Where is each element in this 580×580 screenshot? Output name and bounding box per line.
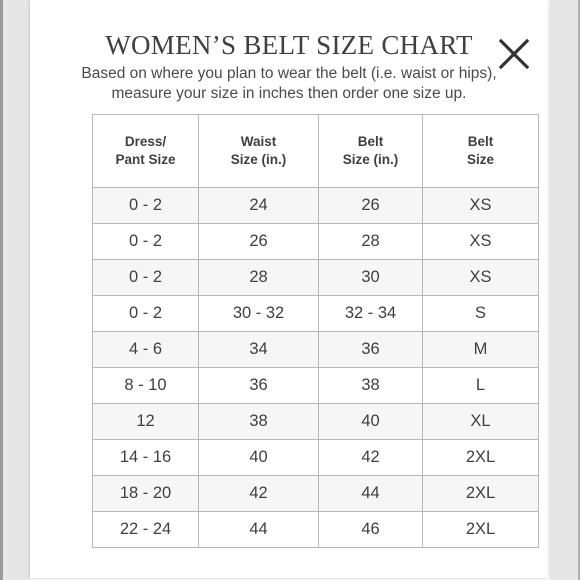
cell-belt-size-in: 26 bbox=[319, 188, 423, 224]
table-header-row bbox=[93, 115, 539, 188]
cell-belt-size: XS bbox=[423, 260, 539, 296]
cell-belt-size: S bbox=[423, 296, 539, 332]
header-line: Belt bbox=[357, 134, 384, 149]
cell-waist-size: 34 bbox=[199, 332, 319, 368]
header-line: Belt bbox=[467, 134, 494, 149]
cell-dress-size: 14 - 16 bbox=[93, 440, 199, 476]
cell-dress-size: 18 - 20 bbox=[93, 476, 199, 512]
cell-waist-size: 28 bbox=[199, 260, 319, 296]
table-row bbox=[93, 368, 539, 404]
cell-belt-size: XS bbox=[423, 224, 539, 260]
header-belt-size bbox=[423, 115, 539, 188]
table-row bbox=[93, 332, 539, 368]
cell-waist-size: 24 bbox=[199, 188, 319, 224]
cell-belt-size: L bbox=[423, 368, 539, 404]
cell-dress-size: 0 - 2 bbox=[93, 296, 199, 332]
modal-title: WOMEN’S BELT SIZE CHART bbox=[105, 30, 473, 60]
table-row bbox=[93, 224, 539, 260]
modal-instructions bbox=[30, 64, 548, 104]
cell-dress-size: 8 - 10 bbox=[93, 368, 199, 404]
header-line: Dress/ bbox=[124, 134, 167, 149]
table-row bbox=[93, 188, 539, 224]
belt-size-table bbox=[92, 114, 539, 548]
cell-dress-size: 12 bbox=[93, 404, 199, 440]
cell-belt-size-in: 44 bbox=[319, 476, 423, 512]
cell-belt-size: XS bbox=[423, 188, 539, 224]
table-row bbox=[93, 404, 539, 440]
header-line: Pant Size bbox=[115, 152, 176, 167]
cell-belt-size-in: 28 bbox=[319, 224, 423, 260]
page-backdrop-right bbox=[550, 0, 580, 580]
cell-waist-size: 36 bbox=[199, 368, 319, 404]
header-line: Size (in.) bbox=[230, 152, 287, 167]
cell-dress-size: 22 - 24 bbox=[93, 512, 199, 548]
header-waist-size bbox=[199, 115, 319, 188]
header-dress-pant-size bbox=[93, 115, 199, 188]
cell-belt-size-in: 42 bbox=[319, 440, 423, 476]
header-line: Waist bbox=[240, 134, 277, 149]
cell-waist-size: 40 bbox=[199, 440, 319, 476]
cell-waist-size: 30 - 32 bbox=[199, 296, 319, 332]
cell-dress-size: 0 - 2 bbox=[93, 224, 199, 260]
cell-belt-size: 2XL bbox=[423, 476, 539, 512]
cell-belt-size-in: 32 - 34 bbox=[319, 296, 423, 332]
header-line: Size (in.) bbox=[342, 152, 399, 167]
instructions-line-2: measure your size in inches then order one size up. bbox=[111, 85, 467, 102]
table-row bbox=[93, 296, 539, 332]
cell-belt-size: 2XL bbox=[423, 512, 539, 548]
cell-belt-size-in: 46 bbox=[319, 512, 423, 548]
cell-waist-size: 42 bbox=[199, 476, 319, 512]
cell-belt-size-in: 30 bbox=[319, 260, 423, 296]
header-line: Size bbox=[466, 152, 494, 167]
cell-belt-size-in: 36 bbox=[319, 332, 423, 368]
cell-dress-size: 0 - 2 bbox=[93, 260, 199, 296]
page-backdrop-left bbox=[0, 0, 30, 580]
cell-belt-size-in: 40 bbox=[319, 404, 423, 440]
backdrop-edge bbox=[0, 0, 3, 580]
cell-belt-size: M bbox=[423, 332, 539, 368]
cell-waist-size: 44 bbox=[199, 512, 319, 548]
instructions-line-1: Based on where you plan to wear the belt (i.e. waist or hips), bbox=[81, 65, 497, 82]
cell-belt-size-in: 38 bbox=[319, 368, 423, 404]
size-chart-modal bbox=[30, 0, 548, 578]
table-row bbox=[93, 440, 539, 476]
cell-belt-size: XL bbox=[423, 404, 539, 440]
cell-waist-size: 38 bbox=[199, 404, 319, 440]
cell-dress-size: 0 - 2 bbox=[93, 188, 199, 224]
table-row bbox=[93, 476, 539, 512]
cell-dress-size: 4 - 6 bbox=[93, 332, 199, 368]
cell-belt-size: 2XL bbox=[423, 440, 539, 476]
cell-waist-size: 26 bbox=[199, 224, 319, 260]
table-row bbox=[93, 512, 539, 548]
table-row bbox=[93, 260, 539, 296]
header-belt-size-in bbox=[319, 115, 423, 188]
